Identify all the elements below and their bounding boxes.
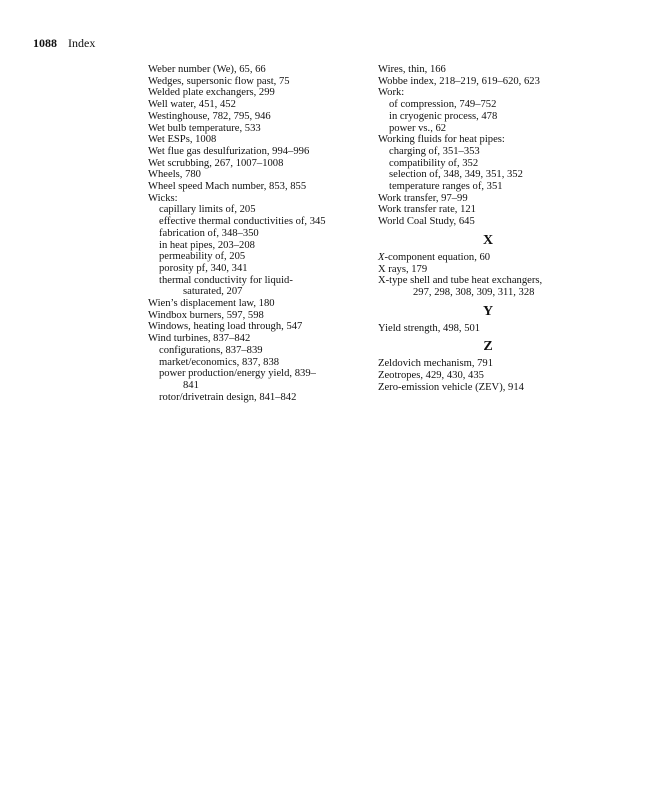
index-entry: Wobbe index, 218–219, 619–620, 623 — [378, 75, 540, 87]
section-title: Index — [68, 36, 96, 50]
index-subentry: selection of, 348, 349, 351, 352 — [389, 169, 523, 181]
index-entry: World Coal Study, 645 — [378, 216, 475, 228]
index-subentry: rotor/drivetrain design, 841–842 — [159, 391, 297, 403]
index-entry: Weber number (We), 65, 66 — [148, 64, 266, 75]
index-entry: X-component equation, 60 — [378, 251, 491, 263]
index-entry: Wires, thin, 166 — [378, 64, 446, 75]
index-entry: Wind turbines, 837–842 — [148, 333, 251, 345]
index-entry: X-type shell and tube heat exchangers, — [378, 275, 543, 287]
index-subentry: porosity pf, 340, 341 — [159, 262, 248, 274]
index-entry: Yield strength, 498, 501 — [378, 322, 481, 334]
index-entry: Wet bulb temperature, 533 — [148, 122, 261, 134]
section-letter-y: Y — [482, 303, 494, 319]
index-entry: Wheel speed Mach number, 853, 855 — [148, 181, 307, 193]
index-entry-continuation: 297, 298, 308, 309, 311, 328 — [413, 286, 535, 298]
index-entry: Welded plate exchangers, 299 — [148, 87, 275, 99]
index-subentry: configurations, 837–839 — [159, 344, 263, 356]
index-entry-continuation: 841 — [183, 379, 199, 391]
index-subentry: charging of, 351–353 — [389, 145, 480, 157]
index-entry: Wien’s displacement law, 180 — [148, 298, 275, 310]
index-entry: Windows, heating load through, 547 — [148, 321, 303, 333]
index-subentry: temperature ranges of, 351 — [389, 181, 503, 193]
index-entry: Wet scrubbing, 267, 1007–1008 — [148, 157, 284, 169]
index-subentry: fabrication of, 348–350 — [159, 227, 259, 239]
index-entry: Wicks: — [148, 192, 178, 204]
index-entry: Work transfer, 97–99 — [378, 192, 468, 204]
index-subentry: effective thermal conductivities of, 345 — [159, 216, 326, 228]
index-subentry: permeability of, 205 — [159, 251, 246, 263]
index-entry-continuation: saturated, 207 — [183, 286, 243, 298]
index-subentry: capillary limits of, 205 — [159, 204, 256, 216]
index-entry: Windbox burners, 597, 598 — [148, 309, 264, 321]
index-entry: Work: — [378, 87, 405, 99]
running-header — [33, 36, 95, 51]
index-subentry: in cryogenic process, 478 — [389, 110, 498, 122]
index-entry: Wedges, supersonic flow past, 75 — [148, 75, 290, 87]
index-subentry: of compression, 749–752 — [389, 99, 497, 111]
index-entry: Zeotropes, 429, 430, 435 — [378, 370, 484, 382]
index-subentry: power vs., 62 — [389, 122, 447, 134]
index-entry: Westinghouse, 782, 795, 946 — [148, 110, 271, 122]
index-entry: Zeldovich mechanism, 791 — [378, 358, 494, 370]
index-subentry: market/economics, 837, 838 — [159, 356, 280, 368]
index-subentry: compatibility of, 352 — [389, 157, 479, 169]
index-entry: X rays, 179 — [378, 263, 428, 275]
index-entry: Wet flue gas desulfurization, 994–996 — [148, 145, 310, 157]
index-entry: Wet ESPs, 1008 — [148, 134, 217, 146]
index-subentry: power production/energy yield, 839– — [159, 368, 316, 380]
section-letter-x: X — [482, 232, 494, 248]
section-letter-z: Z — [483, 339, 493, 355]
index-column-right — [378, 64, 598, 393]
index-entry: Zero-emission vehicle (ZEV), 914 — [378, 381, 524, 393]
index-entry: Well water, 451, 452 — [148, 99, 236, 111]
index-entry: Working fluids for heat pipes: — [378, 134, 505, 146]
index-entry: Work transfer rate, 121 — [378, 204, 476, 216]
index-entry: Wheels, 780 — [148, 169, 201, 181]
index-column-left — [148, 64, 363, 403]
index-subentry: in heat pipes, 203–208 — [159, 239, 255, 251]
page-number: 1088 — [33, 36, 57, 50]
index-subentry: thermal conductivity for liquid- — [159, 274, 293, 286]
